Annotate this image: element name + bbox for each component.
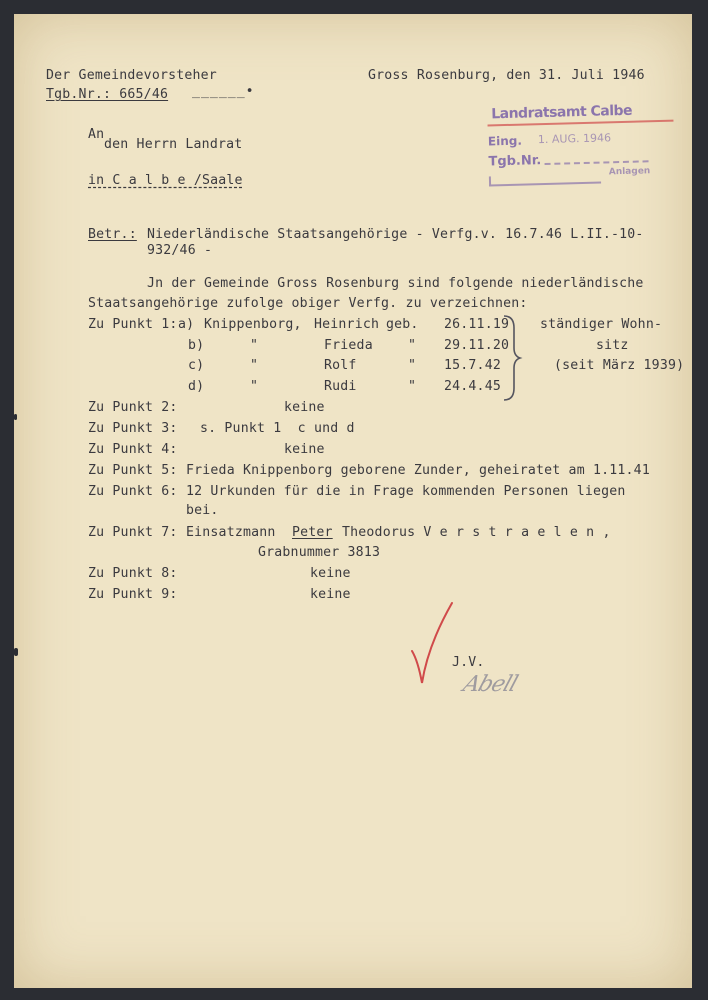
person-geb: " — [408, 358, 417, 373]
person-letter: a) — [178, 317, 195, 332]
point-6-label: Zu Punkt 6: — [88, 484, 178, 499]
checkmark-icon — [408, 599, 458, 689]
point-3-label: Zu Punkt 3: — [88, 421, 178, 436]
point-7-prefix: Einsatzmann — [186, 525, 276, 540]
point-4-label: Zu Punkt 4: — [88, 442, 178, 457]
person-letter: c) — [188, 358, 205, 373]
person-first-name: Rudi — [324, 379, 357, 394]
point-6-line-2: bei. — [186, 503, 219, 518]
residence-line-1: ständiger Wohn- — [540, 317, 663, 332]
point-7-label: Zu Punkt 7: — [88, 525, 178, 540]
document-page — [14, 14, 692, 988]
recipient-location: in C a l b e /Saale — [88, 173, 243, 188]
point-1-label: Zu Punkt 1: — [88, 317, 178, 332]
point-2-label: Zu Punkt 2: — [88, 400, 178, 415]
stamp-ref-label: Tgb.Nr. — [488, 153, 542, 170]
point-7-line-2: Grabnummer 3813 — [258, 545, 381, 560]
point-4-text: keine — [284, 442, 325, 457]
subject-line-2: 932/46 - — [147, 243, 213, 258]
point-9-label: Zu Punkt 9: — [88, 587, 178, 602]
reference-number: Tgb.Nr.: 665/46 — [46, 87, 169, 102]
recipient-title: den Herrn Landrat — [104, 137, 243, 152]
intro-line-2: Staatsangehörige zufolge obiger Verfg. zu verzeichnen: — [88, 296, 528, 311]
stamp-extra-label: Anlagen — [608, 166, 651, 178]
sender-title: Der Gemeindevorsteher — [46, 68, 217, 83]
subject-label: Betr.: — [88, 227, 137, 242]
stamp-office: Landratsamt Calbe — [491, 102, 633, 123]
person-first-name: Heinrich — [314, 317, 380, 332]
punch-hole-mark — [14, 414, 17, 420]
punch-hole-mark — [14, 648, 18, 656]
person-birthdate: 26.11.19 — [444, 317, 510, 332]
person-first-name: Frieda — [324, 338, 373, 353]
person-geb: geb. — [386, 317, 419, 332]
signature-text: Abell — [459, 672, 521, 697]
person-letter: b) — [188, 338, 205, 353]
stamp-frame-corner — [489, 174, 601, 187]
point-8-label: Zu Punkt 8: — [88, 566, 178, 581]
signature-jv: J.V. — [452, 655, 485, 670]
person-surname: " — [250, 379, 259, 394]
person-first-name: Rolf — [324, 358, 357, 373]
residence-line-2: sitz — [596, 338, 629, 353]
point-7-name: Peter — [292, 525, 333, 540]
point-2-text: keine — [284, 400, 325, 415]
person-geb: " — [408, 338, 417, 353]
person-letter: d) — [188, 379, 205, 394]
point-5-label: Zu Punkt 5: — [88, 463, 178, 478]
person-surname: Knippenborg, — [204, 317, 302, 332]
stamp-received-date: 1. AUG. 1946 — [537, 131, 612, 147]
person-birthdate: 29.11.20 — [444, 338, 510, 353]
point-7-rest: Theodorus V e r s t r a e l e n , — [342, 525, 611, 540]
point-8-text: keine — [310, 566, 351, 581]
person-surname: " — [250, 338, 259, 353]
stamp-dash-line — [545, 160, 649, 165]
person-birthdate: 15.7.42 — [444, 358, 501, 373]
received-stamp — [487, 100, 679, 185]
recipient-an: An — [88, 127, 105, 142]
intro-line-1: Jn der Gemeinde Gross Rosenburg sind folgende niederländische — [147, 276, 644, 291]
person-birthdate: 24.4.45 — [444, 379, 501, 394]
person-surname: " — [250, 358, 259, 373]
stamp-received-label: Eing. — [487, 133, 523, 149]
brace-icon — [500, 314, 524, 402]
person-geb: " — [408, 379, 417, 394]
point-6-line-1: 12 Urkunden für die in Frage kommenden Personen liegen — [186, 484, 626, 499]
point-5-text: Frieda Knippenborg geborene Zunder, geheiratet am 1.11.41 — [186, 463, 650, 478]
point-9-text: keine — [310, 587, 351, 602]
place-date: Gross Rosenburg, den 31. Juli 1946 — [368, 68, 645, 83]
handwritten-signature — [459, 670, 554, 700]
ref-underline: ______• — [192, 84, 255, 99]
subject-line-1: Niederländische Staatsangehörige - Verfg.v. 16.7.46 L.II.-10- — [147, 227, 644, 242]
residence-line-3: (seit März 1939) — [554, 358, 685, 373]
point-3-text: s. Punkt 1 c und d — [200, 421, 355, 436]
